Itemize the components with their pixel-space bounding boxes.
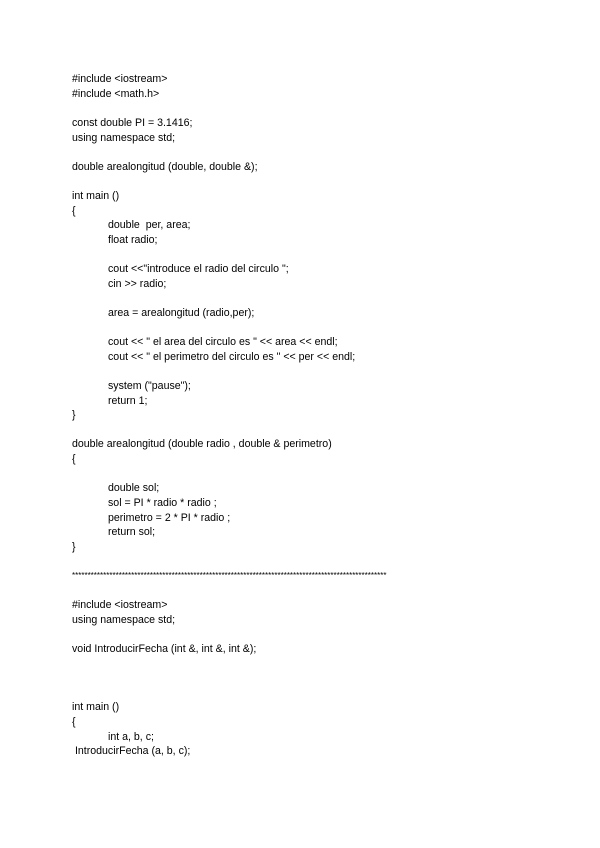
code-line-include-math: #include <math.h> xyxy=(72,88,160,100)
code-line-int-abc: int a, b, c; xyxy=(108,731,154,743)
code-line-return: return 1; xyxy=(108,395,148,407)
code-line-main: int main () xyxy=(72,190,120,202)
code-line-using-namespace: using namespace std; xyxy=(72,132,176,144)
code-line-call-function: area = arealongitud (radio,per); xyxy=(108,307,255,319)
code-line-prototype: double arealongitud (double, double &); xyxy=(72,161,258,173)
code-line-call-fecha: IntroducirFecha (a, b, c); xyxy=(72,745,191,757)
code-line-cout-perimeter: cout << " el perimetro del circulo es " << per << endl; xyxy=(108,351,356,363)
code-line-close-brace-2: } xyxy=(72,541,76,553)
code-line-open-brace: { xyxy=(72,205,76,217)
code-line-function-def: double arealongitud (double radio , double & perimetro) xyxy=(72,438,332,450)
code-line-open-brace-3: { xyxy=(72,716,76,728)
separator-asterisks: ***************************************************************************************************** xyxy=(72,571,387,580)
code-line-perimetro-assign: perimetro = 2 * PI * radio ; xyxy=(108,512,231,524)
code-line-using-namespace-2: using namespace std; xyxy=(72,614,176,626)
code-line-float-radio: float radio; xyxy=(108,234,158,246)
code-line-const-pi: const double PI = 3.1416; xyxy=(72,117,193,129)
code-line-main-2: int main () xyxy=(72,701,120,713)
code-line-close-brace: } xyxy=(72,409,76,421)
code-line-return-sol: return sol; xyxy=(108,526,156,538)
code-line-system-pause: system ("pause"); xyxy=(108,380,191,392)
code-line-cin: cin >> radio; xyxy=(108,278,167,290)
code-line-cout-area: cout << " el area del circulo es " << area << endl; xyxy=(108,336,338,348)
code-line-include-iostream: #include <iostream> xyxy=(72,73,168,85)
code-line-prototype-fecha: void IntroducirFecha (int &, int &, int &); xyxy=(72,643,257,655)
code-line-sol-assign: sol = PI * radio * radio ; xyxy=(108,497,217,509)
code-line-cout-prompt: cout <<"introduce el radio del circulo "; xyxy=(108,263,289,275)
code-line-declare-vars: double per, area; xyxy=(108,219,191,231)
code-line-include-iostream-2: #include <iostream> xyxy=(72,599,168,611)
code-line-open-brace-2: { xyxy=(72,453,76,465)
code-line-double-sol: double sol; xyxy=(108,482,160,494)
